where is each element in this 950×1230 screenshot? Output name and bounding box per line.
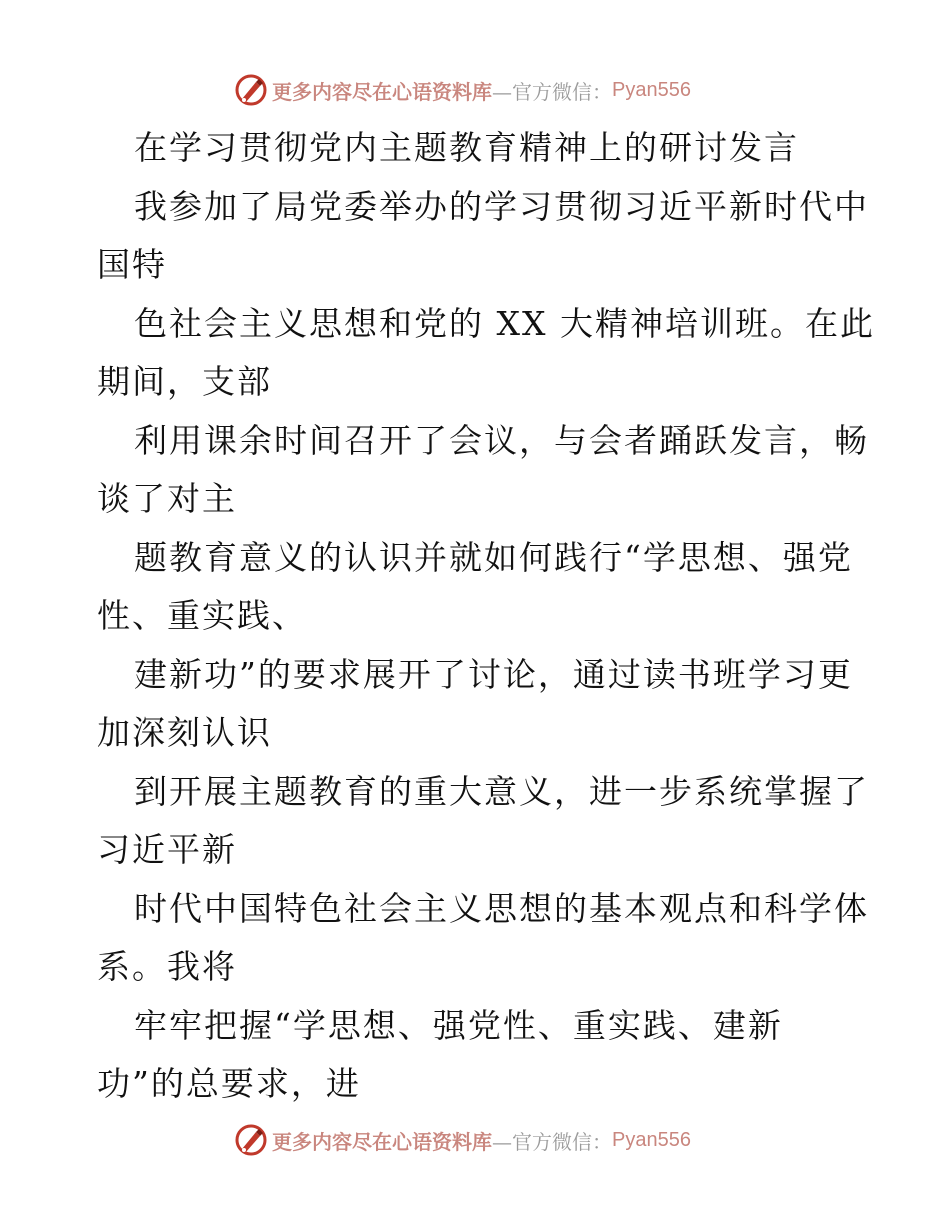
text-line: 系。我将 [97, 947, 237, 986]
footer-watermark [234, 1120, 691, 1160]
watermark-wechat-id: Pyan556 [612, 78, 691, 101]
text-line: 色社会主义思想和党的 XX 大精神培训班。在此 [134, 304, 875, 343]
text-line: 谈了对主 [97, 479, 237, 518]
text-line: 国特 [97, 245, 167, 284]
watermark-sub-text: —官方微信： [492, 1129, 612, 1154]
text-line: 性、重实践、 [97, 596, 307, 635]
text-line: 时代中国特色社会主义思想的基本观点和科学体 [134, 889, 869, 928]
text-line: 利用课余时间召开了会议，与会者踊跃发言，畅 [134, 421, 869, 460]
text-line: 牢牢把握“学思想、强党性、重实践、建新 [134, 1006, 783, 1045]
header-watermark [234, 70, 691, 110]
pen-logo-icon [234, 73, 268, 107]
watermark-main-text: 更多内容尽在心语资料库 [272, 79, 492, 104]
watermark-wechat-id: Pyan556 [612, 1128, 691, 1151]
watermark-main-text: 更多内容尽在心语资料库 [272, 1129, 492, 1154]
text-line: 我参加了局党委举办的学习贯彻习近平新时代中 [134, 187, 869, 226]
pen-logo-icon [234, 1123, 268, 1157]
text-line: 到开展主题教育的重大意义，进一步系统掌握了 [134, 772, 869, 811]
text-line: 题教育意义的认识并就如何践行“学思想、强党 [134, 538, 853, 577]
text-line: 加深刻认识 [97, 713, 272, 752]
document-title: 在学习贯彻党内主题教育精神上的研讨发言 [134, 128, 799, 167]
text-line: 功”的总要求，进 [97, 1064, 361, 1103]
text-line: 习近平新 [97, 830, 237, 869]
watermark-sub-text: —官方微信： [492, 79, 612, 104]
text-line: 建新功”的要求展开了讨论，通过读书班学习更 [134, 655, 853, 694]
text-line: 期间，支部 [97, 362, 272, 401]
